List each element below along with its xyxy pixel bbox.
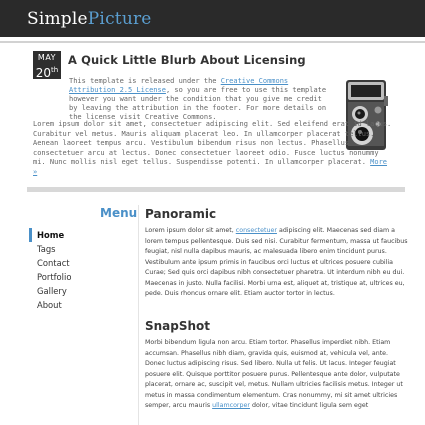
menu-title: Menu xyxy=(100,206,138,220)
site-header xyxy=(0,0,425,37)
menu-item-tags[interactable]: Tags xyxy=(37,244,56,254)
article-snapshot xyxy=(145,319,410,412)
article-panoramic xyxy=(145,207,410,300)
sidebar-menu xyxy=(29,228,71,312)
logo-text-picture: Picture xyxy=(87,9,152,29)
article-title[interactable]: Panoramic xyxy=(145,207,217,221)
post-body: Lorem ipsum dolor sit amet, consectetuer adipiscing elit. Sed eleifend erat id lacus. Curabitur vel metus. Mauris aliquam placerat leo. In ullamcorper placerat tellus. Aenean laoreet tempus arcu. Vestibulum bibendum risus non lectus. Phasellus consectetuer arcu at lectus. Donec consectetuer laoreet odio. Fusce luctus nonummy mi. Nunc mollis nisl eget tellus. Suspendisse potenti. In ullamcorper placerat. More » xyxy=(33,120,392,176)
menu-item-about[interactable]: About xyxy=(37,300,62,310)
menu-item-home[interactable]: Home xyxy=(29,228,71,242)
article-text: Morbi bibendum ligula non arcu. Etiam tortor. Phasellus imperdiet nibh. Etiam accumsan. Phasellus nibh diam, gravida quis, euismod at, vehicula vel, ante. Donec luctus adipiscing risus. Sed libero. Nulla ut felis. Ut lacus. Integer feugiat posuere elit. Quisque porttitor posuere purus. Pellentesque ante dolor, vulputate placerat, ornare ac, suscipit vel, metus. Nullam ultricies facilisis metus. Integer ut metus in massa condimentum elementum. Cras nonummy, mi sit amet ultricies semper, arcu mauris ullamcorper dolor, vitae tincidunt ligula sem eget xyxy=(145,339,403,409)
menu-item-portfolio[interactable]: Portfolio xyxy=(37,272,72,282)
post-date-month: MAY xyxy=(37,53,57,62)
post-date-badge xyxy=(33,51,61,79)
menu-item-contact[interactable]: Contact xyxy=(37,258,70,268)
creative-commons-link[interactable]: Creative Commons Attribution 2.5 License xyxy=(69,77,289,94)
consectetuer-link[interactable]: consectetuer xyxy=(235,227,277,234)
post-intro: This template is released under the Creative Commons Attribution 2.5 License, so you are free to use this template however you want under the condition that you give me credit by leaving the attribution in the footer. For more details on the license visit Creative Commons. xyxy=(69,77,327,121)
logo-text-simple: Simple xyxy=(27,9,88,29)
more-link[interactable]: More » xyxy=(33,158,388,176)
article-text: Lorem ipsum dolor sit amet, consectetuer adipiscing elit. Maecenas sed diam a lorem tempus pellentesque. Duis sed nisi. Curabitur fermentum, massa ut faucibus feugiat, nisl nulla dapibus mauris, ac malesuada libero enim tincidunt purus. Vestibulum ante ipsum primis in faucibus orci luctus et ultrices posuere cubilia Curae; Sed quis orci dapibus nibh consectetuer pharetra. Ut interdum nibh eu dui. Maecenas in justo. Nulla facilisi. Morbi urna est, aliquet at, tristique at, ultrices eu, pede. Duis rhoncus ornare elit. Etiam auctor tortor in lectus. xyxy=(145,227,408,297)
ullamcorper-link[interactable]: ullamcorper xyxy=(212,402,250,409)
header-divider xyxy=(0,41,425,43)
column-divider xyxy=(138,205,139,425)
post-date-day: 20th xyxy=(35,66,59,80)
menu-item-gallery[interactable]: Gallery xyxy=(37,286,67,296)
article-title[interactable]: SnapShot xyxy=(145,319,211,333)
post-title[interactable]: A Quick Little Blurb About Licensing xyxy=(68,53,306,67)
site-logo[interactable] xyxy=(27,9,152,29)
section-divider xyxy=(27,187,405,192)
